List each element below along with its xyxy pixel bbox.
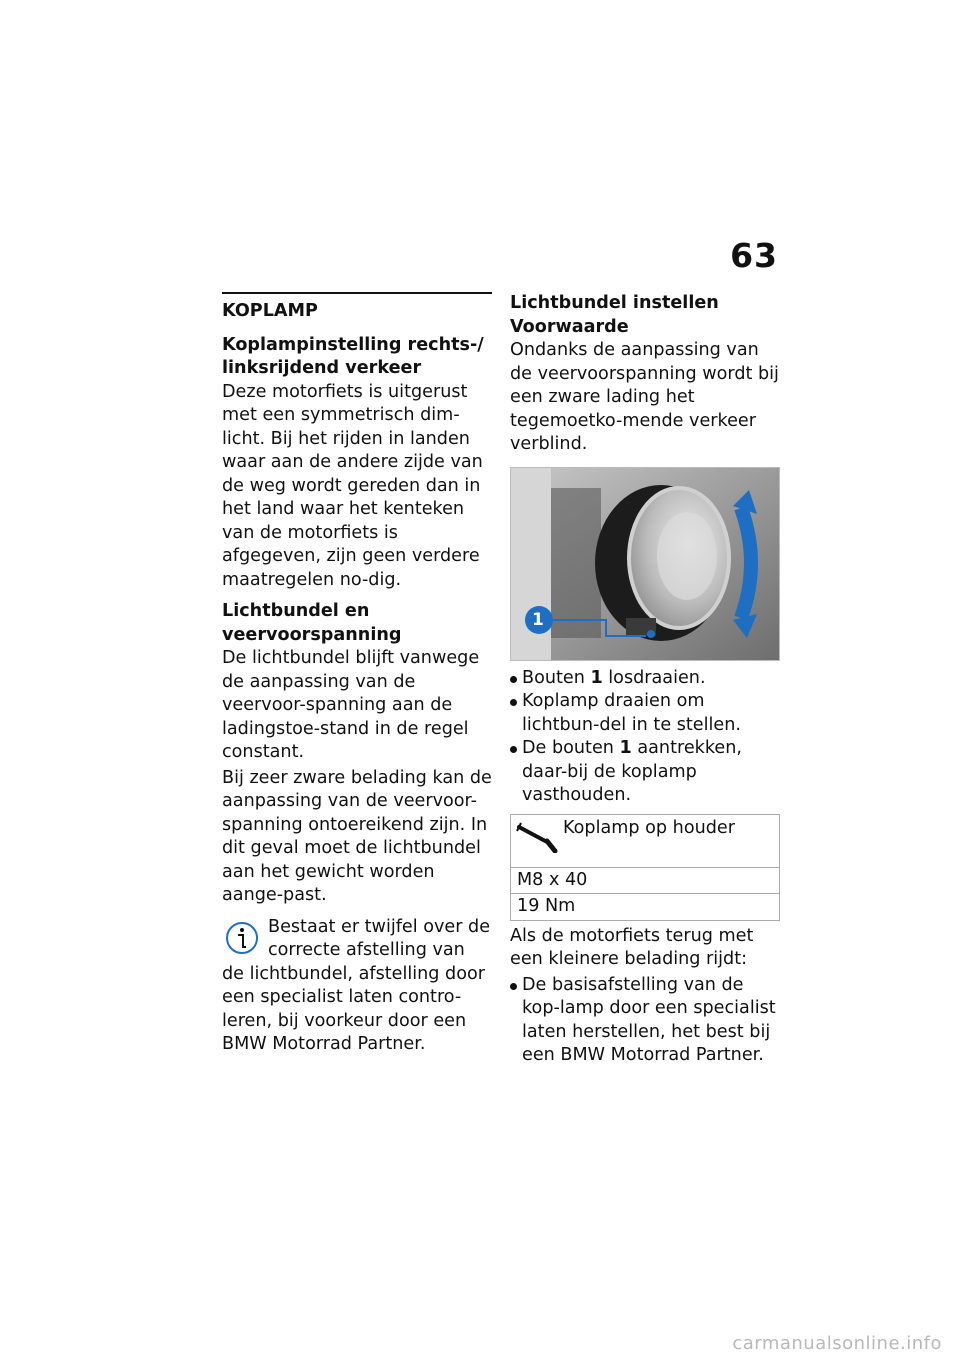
heading-headlight-adjust: Koplampinstelling rechts-/ linksrijdend verkeer: [222, 334, 484, 378]
info-icon: [224, 920, 260, 960]
paragraph-condition: Ondanks de aanpassing van de veervoorspanning wordt bij een zware lading het tegemoetko-mende verkeer verblind.: [510, 340, 779, 454]
right-column: [510, 292, 780, 1074]
left-column: [222, 292, 492, 1057]
watermark: carmanualsonline.info: [732, 1333, 942, 1354]
paragraph-headlight-adjust: Deze motorfiets is uitgerust met een symmetrisch dim-licht. Bij het rijden in landen waar aan de andere zijde van de weg wordt gereden dan in het land waar het kenteken van de motorfiets is afgegeven, zijn geen verdere maatregelen no-dig.: [222, 381, 483, 590]
torque-label: Koplamp op houder: [563, 817, 735, 838]
heading-light-beam-suspension: Lichtbundel en veervoorspanning: [222, 601, 402, 645]
paragraph-suspension-1: De lichtbundel blijft vanwege de aanpassing van de veervoor-spanning aan de ladingstoe-stand in de regel constant.: [222, 648, 480, 762]
list-item: Bouten 1 losdraaien.: [510, 667, 780, 691]
torque-value: 19 Nm: [511, 893, 779, 920]
info-note: [222, 916, 492, 1057]
section-title: KOPLAMP: [222, 292, 492, 324]
torque-header: [511, 815, 779, 867]
torque-table: [510, 814, 780, 921]
paragraph-suspension-2: Bij zeer zware belading kan de aanpassing van de veervoor-spanning ontoereikend zijn. In dit geval moet de lichtbundel aan het gewicht worden aange-past.: [222, 767, 492, 905]
figure-callout-1: 1: [532, 609, 544, 630]
info-text: Bestaat er twijfel over de correcte afstelling van de lichtbundel, afstelling door een specialist laten contro-leren, bij voorkeur door een BMW Motorrad Partner.: [222, 916, 491, 1054]
heading-set-light-beam: Lichtbundel instellen: [510, 293, 719, 313]
headlight-figure: [510, 467, 780, 661]
torque-bolt: M8 x 40: [511, 867, 779, 894]
list-item: Koplamp draaien om lichtbun-del in te stellen.: [510, 690, 780, 737]
heading-condition: Voorwaarde: [510, 316, 629, 337]
steps-list-2: [510, 974, 780, 1068]
torque-wrench-icon: [515, 821, 559, 853]
page-number: 63: [730, 236, 778, 275]
paragraph-lighter-load: Als de motorfiets terug met een kleinere belading rijdt:: [510, 925, 754, 969]
steps-list: [510, 667, 780, 808]
list-item: De basisafstelling van de kop-lamp door een specialist laten herstellen, het best bij een BMW Motorrad Partner.: [510, 974, 780, 1068]
list-item: De bouten 1 aantrekken, daar-bij de koplamp vasthouden.: [510, 737, 780, 808]
